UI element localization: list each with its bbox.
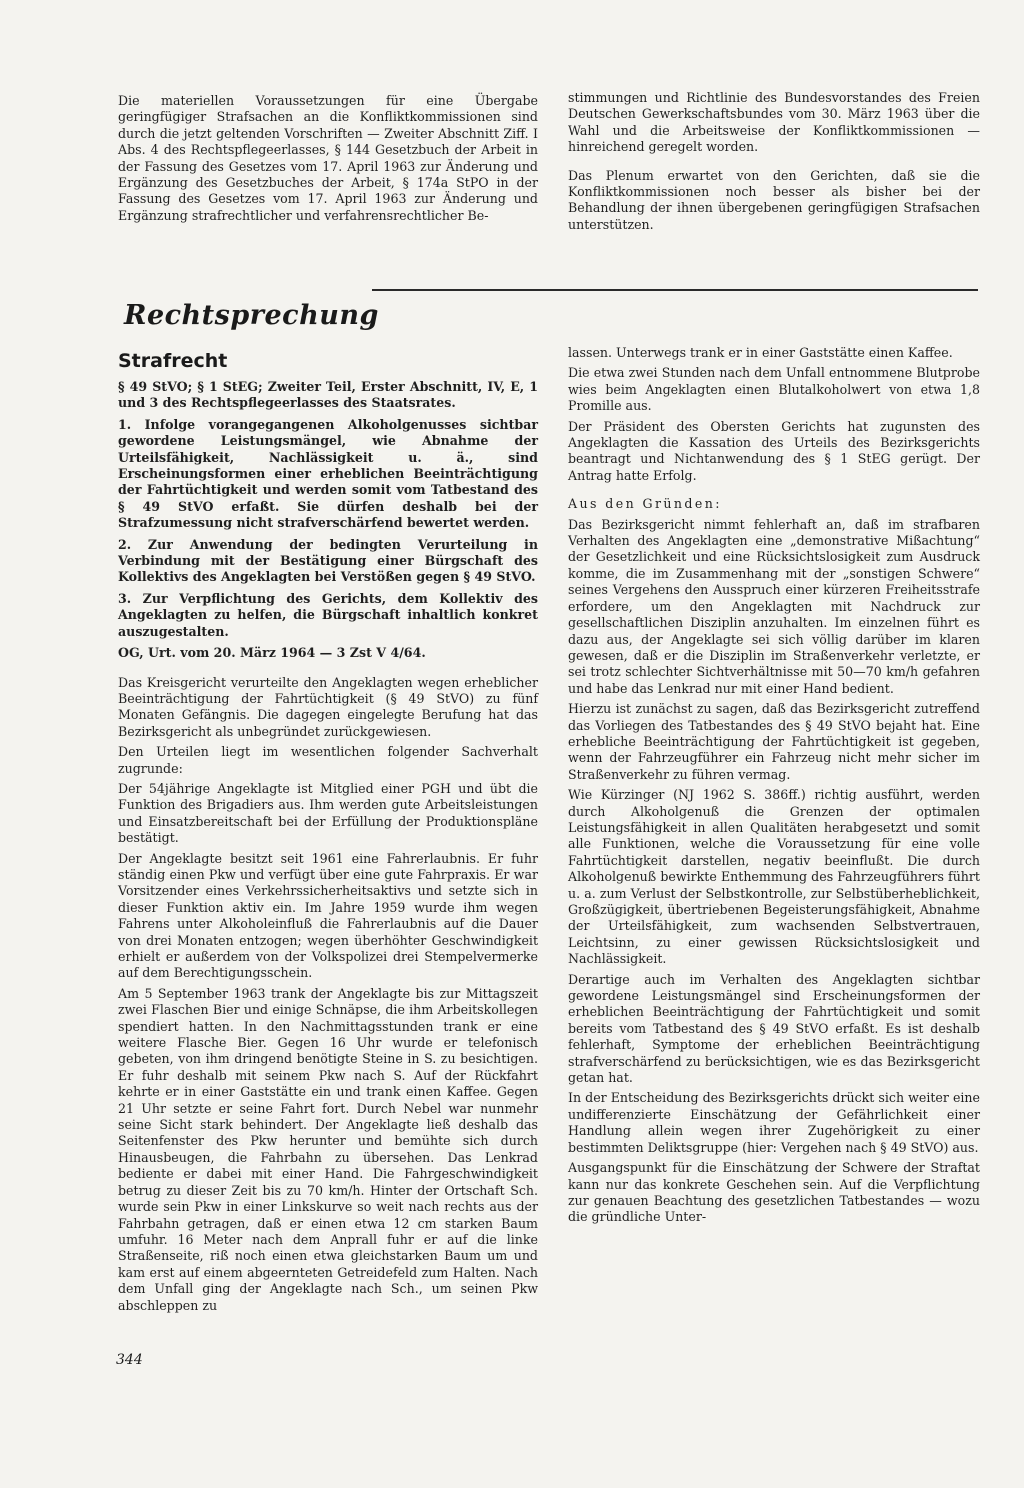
paragraph: Am 5 September 1963 trank der Angeklagte bis zur Mittagszeit zwei Flaschen Bier und einige Schnäpse, die ihm Arbeitskollegen spendiert hatten. In den Nachmittagsstunden trank er eine weitere Flasche Bier. Gegen 16 Uhr wurde er telefonisch gebeten, von ihm dringend benötigte Steine in S. zu besichtigen. Er fuhr deshalb mit seinem Pkw nach S. Auf der Rückfahrt kehrte er in einer Gaststätte ein und trank einen Kaffee. Gegen 21 Uhr setzte er seine Fahrt fort. Durch Nebel war nunmehr seine Sicht stark behindert. Der Angeklagte ließ deshalb das Seitenfenster des Pkw herunter und bemühte sich durch Hinausbeugen, die Fahrbahn zu übersehen. Das Lenkrad bediente er dabei mit einer Hand. Die Fahrgeschwindigkeit betrug zu dieser Zeit bis zu 70 km/h. Hinter der Ortschaft Sch. wurde sein Pkw in einer Linkskurve so weit nach rechts aus der Fahrbahn getragen, daß er einen etwa 12 cm starken Baum umfuhr. 16 Meter nach dem Anprall fuhr er auf die linke Straßenseite, riß noch einen etwa gleichstarken Baum um und kam erst auf einem abgeernteten Getreidefeld zum Halten. Nach dem Unfall ging der Angeklagte nach Sch., um seinen Pkw abschleppen zu <box>118 985 538 1313</box>
paragraph: Derartige auch im Verhalten des Angeklagten sichtbar gewordene Leistungsmängel sind Erscheinungsformen der erheblichen Beeinträchtigung der Fahrtüchtigkeit und somit bereits vom Tatbestand des § 49 StVO erfaßt. Es ist deshalb fehlerhaft, Symptome der erheblichen Beeinträchtigung strafverschärfend zu berücksichtigen, wie es das Bezirksgericht getan hat. <box>568 971 980 1086</box>
paragraph: Der 54jährige Angeklagte ist Mitglied einer PGH und übt die Funktion des Brigadiers aus. Ihm werden gute Arbeitsleistungen und Einsatzbereitschaft bei der Erfüllung der Produktionspläne bestätigt. <box>118 780 538 846</box>
paragraph: Das Plenum erwartet von den Gerichten, daß sie die Konfliktkommissionen noch besser als bisher bei der Behandlung der ihnen übergebenen geringfügigen Strafsachen unterstützen. <box>568 167 980 232</box>
page-number: 344 <box>116 1352 143 1368</box>
top-left-column <box>118 93 538 228</box>
left-column <box>118 379 538 1318</box>
paragraph: In der Entscheidung des Bezirksgerichts drückt sich weiter eine undifferenzierte Einschätzung der Gefährlichkeit einer Handlung allein wegen ihrer Zugehörigkeit zu einer bestimmten Deliktsgruppe (hier: Vergehen nach § 49 StVO) aus. <box>568 1090 980 1155</box>
section-title: Rechtsprechung <box>124 300 379 331</box>
headnote-citation: OG, Urt. vom 20. März 1964 — 3 Zst V 4/64. <box>118 645 426 661</box>
paragraph: Die etwa zwei Stunden nach dem Unfall entnommene Blutprobe wies beim Angeklagten einen Blutalkoholwert von etwa 1,8 Promille aus. <box>568 365 980 414</box>
top-right-column <box>568 90 980 237</box>
headnote-norms: § 49 StVO; § 1 StEG; Zweiter Teil, Erster Abschnitt, IV, E, 1 und 3 des Rechtspflegeerlasses des Staatsrates. <box>118 379 538 411</box>
paragraph: Das Bezirksgericht nimmt fehlerhaft an, daß im strafbaren Verhalten des Angeklagten eine „demonstrative Mißachtung“ der Gesetzlichkeit und eine Rücksichtslosigkeit zum Ausdruck komme, die im Zusammenhang mit der „sonstigen Schwere“ seines Vergehens den Ausspruch einer kürzeren Freiheitsstrafe erfordere, um den Angeklagten mit Nachdruck zur gesellschaftlichen Disziplin anzuhalten. Im einzelnen führt es dazu aus, der Angeklagte sei sich völlig darüber im klaren gewesen, daß er die Disziplin im Straßenverkehr verletzte, er sei trotz schlechter Sichtverhältnisse mit 50—70 km/h gefahren und habe das Lenkrad nur mit einer Hand bedient. <box>568 516 980 696</box>
paragraph: Wie Kürzinger (NJ 1962 S. 386ff.) richtig ausführt, werden durch Alkoholgenuß die Grenzen der optimalen Leistungsfähigkeit in allen Qualitäten herabgesetzt und somit alle Funktionen, welche die Voraussetzung für eine volle Fahrtüchtigkeit darstellen, negativ beeinflußt. Die durch Alkoholgenuß bewirkte Enthemmung des Fahrzeugführers führt u. a. zum Verlust der Selbstkontrolle, zur Selbstüberheblichkeit, Großzügigkeit, übertriebenen Begeisterungsfähigkeit, Abnahme der Urteilsfähigkeit, zum wachsenden Selbstvertrauen, Leichtsinn, zu einer gewissen Rücksichtslosigkeit und Nachlässigkeit. <box>568 787 980 967</box>
headnote-point: 2. Zur Anwendung der bedingten Verurteilung in Verbindung mit der Bestätigung einer Bürgschaft des Kollektivs des Angeklagten bei Verstößen gegen § 49 StVO. <box>118 536 538 585</box>
paragraph: Der Angeklagte besitzt seit 1961 eine Fahrerlaubnis. Er fuhr ständig einen Pkw und verfügt über eine gute Fahrpraxis. Er war Vorsitzender eines Verkehrssicherheitsaktivs und setzte sich in dieser Funktion aktiv ein. Im Jahre 1959 wurde ihm wegen Fahrens unter Alkoholeinfluß die Fahrerlaubnis auf die Dauer von drei Monaten entzogen; wegen überhöhter Geschwindigkeit erhielt er außerdem von der Volkspolizei drei Stempelvermerke auf dem Berechtigungsschein. <box>118 850 538 981</box>
headnote-point: 1. Infolge vorangegangenen Alkoholgenusses sichtbar gewordene Leistungsmängel, wie Abnahme der Urteilsfähigkeit, Nachlässigkeit u. ä., sind Erscheinungsformen einer erheblichen Beeinträchtigung der Fahrtüchtigkeit und werden somit vom Tatbestand des § 49 StVO erfaßt. Sie dürfen deshalb bei der Strafzumessung nicht strafverschärfend bewertet werden. <box>118 416 538 531</box>
paragraph: Den Urteilen liegt im wesentlichen folgender Sachverhalt zugrunde: <box>118 744 538 776</box>
paragraph: Die materiellen Voraussetzungen für eine Übergabe geringfügiger Strafsachen an die Konfliktkommissionen sind durch die jetzt geltenden Vorschriften — Zweiter Abschnitt Ziff. I Abs. 4 des Rechtspflegeerlasses, § 144 Gesetzbuch der Arbeit in der Fassung des Gesetzes vom 17. April 1963 zur Änderung und Ergänzung des Gesetzbuches der Arbeit, § 174a StPO in der Fassung des Gesetzes vom 17. April 1963 zur Änderung und Ergänzung strafrechtlicher und verfahrensrechtlicher Be- <box>118 93 538 223</box>
paragraph: Der Präsident des Obersten Gerichts hat zugunsten des Angeklagten die Kassation des Urteils des Bezirksgerichts beantragt und Nichtanwendung des § 1 StEG gerügt. Der Antrag hatte Erfolg. <box>568 418 980 483</box>
paragraph: Hierzu ist zunächst zu sagen, daß das Bezirksgericht zutreffend das Vorliegen des Tatbestandes des § 49 StVO bejaht hat. Eine erhebliche Beeinträchtigung der Fahrtüchtigkeit ist gegeben, wenn der Fahrzeugführer ein Fahrzeug nicht mehr sicher im Straßenverkehr zu führen vermag. <box>568 701 980 782</box>
paragraph: stimmungen und Richtlinie des Bundesvorstandes des Freien Deutschen Gewerkschaftsbundes vom 30. März 1963 über die Wahl und die Arbeitsweise der Konfliktkommissionen — hinreichend geregelt worden. <box>568 90 980 155</box>
paragraph: Ausgangspunkt für die Einschätzung der Schwere der Straftat kann nur das konkrete Geschehen sein. Auf die Verpflichtung zur genauen Beachtung des gesetzlichen Tatbestandes — wozu die gründliche Unter- <box>568 1160 980 1225</box>
headnote <box>118 379 538 662</box>
paragraph: Das Kreisgericht verurteilte den Angeklagten wegen erheblicher Beeinträchtigung der Fahrtüchtigkeit (§ 49 StVO) zu fünf Monaten Gefängnis. Die dagegen eingelegte Berufung hat das Bezirksgericht als unbegründet zurückgewiesen. <box>118 674 538 739</box>
grounds-heading: Aus den Gründen: <box>568 496 722 512</box>
paragraph: lassen. Unterwegs trank er in einer Gaststätte einen Kaffee. <box>568 345 953 360</box>
section-divider <box>372 289 978 291</box>
headnote-point: 3. Zur Verpflichtung des Gerichts, dem Kollektiv des Angeklagten zu helfen, die Bürgschaft inhaltlich konkret auszugestalten. <box>118 590 538 639</box>
sub-title: Strafrecht <box>118 350 228 372</box>
right-column <box>568 345 980 1230</box>
